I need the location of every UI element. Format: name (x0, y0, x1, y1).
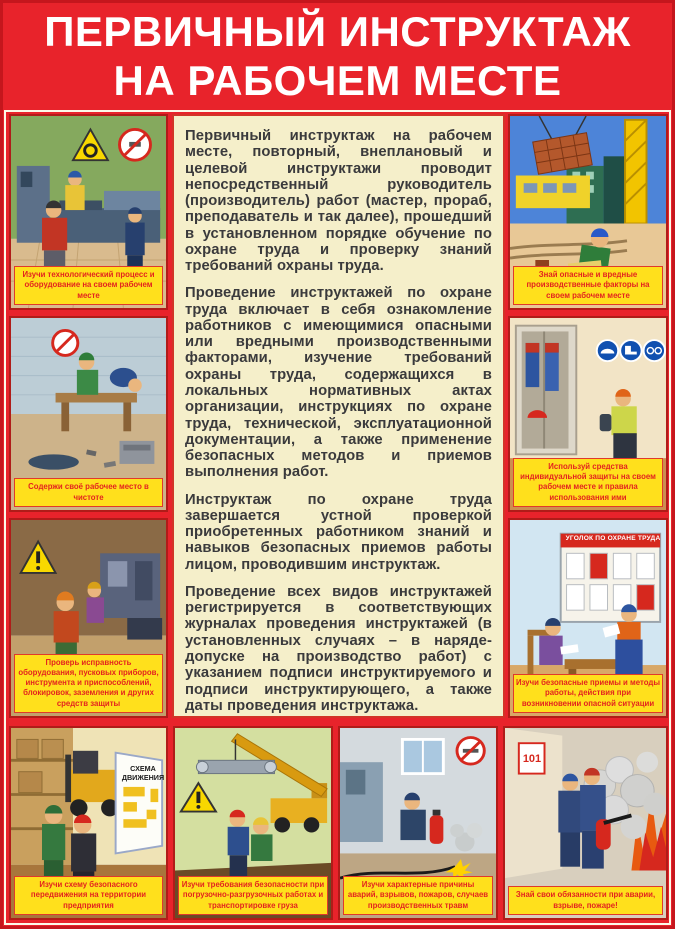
panel-caption: Изучи технологический процесс и оборудование на своем рабочем месте (14, 266, 163, 305)
paragraph-4: Проведение всех видов инструктажей регистрируется в соответствующих журналах проведения инструктажей (в установленных случаях – в наряде-допуске на производство работ) с указанием подписи инструктируемого и подписи инструктирующего, а также даты проведения инструктажа. (185, 583, 492, 714)
panel-machine-shop (9, 114, 168, 310)
ppe-goggles-sign-icon (644, 340, 665, 361)
panel-caption: Изучи безопасные приемы и методы работы, действия при возникновении опасной ситуации (513, 674, 663, 713)
panel-movement-scheme (9, 726, 168, 920)
paragraph-2: Проведение инструктажей по охране труда включает в себя ознакомление работников с имеющимися опасными или вредными производственными факторами, изучение требований охраны труда, содержащихся в локальных нормативных актах организации, инструкциях по охране труда, технической, эксплуатационной документации, а также применение безопасных методов и приемов выполнения работ. (185, 285, 492, 481)
poster-title (0, 8, 675, 105)
main-text-box (172, 114, 505, 718)
poster-title-line2: НА РАБОЧЕМ МЕСТЕ (113, 56, 562, 104)
panel-caption: Содержи своё рабочее место в чистоте (14, 478, 163, 507)
panel-safety-corner (508, 518, 668, 718)
no-smoking-sign-icon (457, 738, 484, 765)
panel-ppe (508, 316, 668, 512)
panel-caption: Изучи характерные причины аварий, взрывов, пожаров, случаев производственных травм (343, 876, 493, 915)
paragraph-1: Первичный инструктаж на рабочем месте, повторный, внеплановый и целевой инструктажи проводит непосредственный руководитель (производитель) работ (мастер, прораб, преподаватель и так далее), прошедший в установленном порядке обучение по охране труда и проверку знаний требований охраны труда. (185, 128, 492, 275)
prohibition-sign-icon (53, 330, 78, 355)
panel-accident-causes (338, 726, 498, 920)
panel-caption: Проверь исправность оборудования, пусковых приборов, инструмента и приспособлений, блокировок, заземления и других средств защиты (14, 654, 163, 713)
safety-corner-board-title: УГОЛОК ПО ОХРАНЕ ТРУДА (565, 535, 661, 542)
panel-caption: Изучи схему безопасного передвижения на территории предприятия (14, 876, 163, 915)
panel-fire-duties (503, 726, 668, 920)
panel-caption: Знай свои обязанности при аварии, взрыве, пожаре! (508, 886, 663, 915)
panel-clean-workplace (9, 316, 168, 512)
paragraph-3: Инструктаж по охране труда завершается устной проверкой приобретенных работником знаний и навыков безопасных приемов работы лицом, проводившим инструктаж. (185, 491, 492, 573)
panel-hazard-factors (508, 114, 668, 310)
movement-scheme-board-title: СХЕМА ДВИЖЕНИЯ (121, 764, 165, 782)
ppe-boots-sign-icon (620, 340, 641, 361)
panel-caption: Знай опасные и вредные производственные факторы на своем рабочем месте (513, 266, 663, 305)
ppe-helmet-sign-icon (597, 340, 618, 361)
emergency-number-sign: 101 (522, 753, 542, 765)
panel-caption: Используй средства индивидуальной защиты на своем рабочем месте и правила использования ими (513, 458, 663, 507)
poster-title-line1: ПЕРВИЧНЫЙ ИНСТРУКТАЖ (44, 8, 631, 55)
panel-loading-works (173, 726, 333, 920)
panel-caption: Изучи требования безопасности при погрузочно-разгрузочных работах и транспортировке груза (178, 876, 328, 915)
prohibition-sign-icon (120, 129, 151, 160)
panel-check-equipment (9, 518, 168, 718)
